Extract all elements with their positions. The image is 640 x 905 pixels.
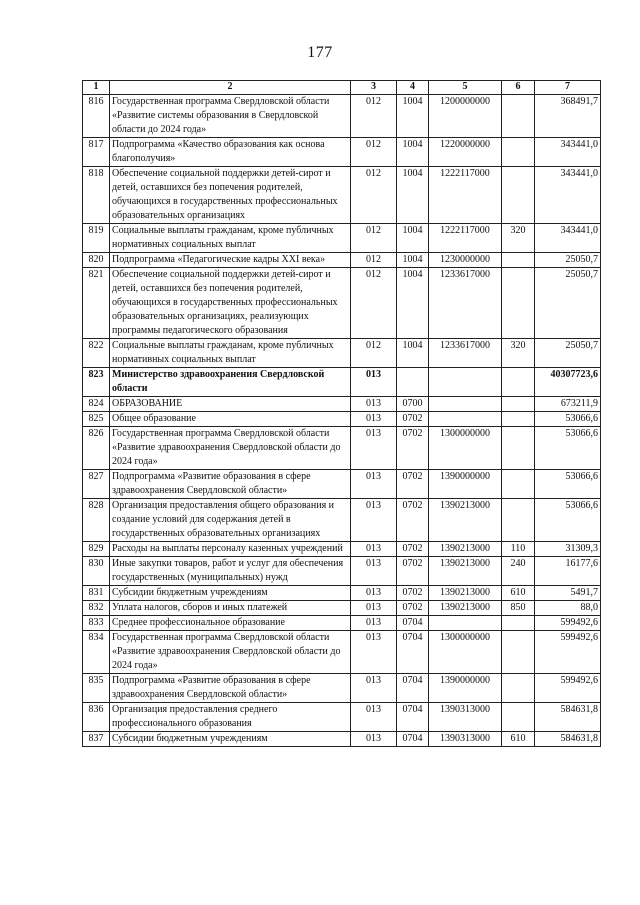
row-code-target [429, 368, 502, 397]
row-code-ministry: 013 [351, 601, 397, 616]
col-header-5: 5 [429, 81, 502, 95]
table-row [83, 412, 601, 427]
table-row [83, 674, 601, 703]
row-number: 820 [83, 253, 110, 268]
row-code-ministry: 012 [351, 268, 397, 339]
row-amount: 368491,7 [535, 95, 601, 138]
row-amount: 53066,6 [535, 470, 601, 499]
row-amount: 16177,6 [535, 557, 601, 586]
row-code-expense [502, 412, 535, 427]
row-name: Субсидии бюджетным учреждениям [110, 586, 351, 601]
row-code-ministry: 013 [351, 616, 397, 631]
row-name: Министерство здравоохранения Свердловской области [110, 368, 351, 397]
row-code-target: 1300000000 [429, 631, 502, 674]
row-code-target: 1220000000 [429, 138, 502, 167]
row-number: 827 [83, 470, 110, 499]
row-code-section: 1004 [397, 224, 429, 253]
row-code-target: 1390213000 [429, 586, 502, 601]
table-row [83, 586, 601, 601]
col-header-6: 6 [502, 81, 535, 95]
row-number: 826 [83, 427, 110, 470]
table-row [83, 397, 601, 412]
col-header-7: 7 [535, 81, 601, 95]
row-code-ministry: 013 [351, 412, 397, 427]
table-row [83, 703, 601, 732]
row-name: Организация предоставления общего образования и создание условий для содержания детей в государственных образовательных организациях [110, 499, 351, 542]
table-row [83, 253, 601, 268]
table-body [83, 95, 601, 747]
row-code-section: 0702 [397, 499, 429, 542]
col-header-1: 1 [83, 81, 110, 95]
row-amount: 584631,8 [535, 703, 601, 732]
row-amount: 599492,6 [535, 616, 601, 631]
col-header-4: 4 [397, 81, 429, 95]
row-code-target [429, 412, 502, 427]
row-name: Иные закупки товаров, работ и услуг для обеспечения государственных (муниципальных) нужд [110, 557, 351, 586]
row-amount: 599492,6 [535, 674, 601, 703]
row-number: 829 [83, 542, 110, 557]
row-number: 818 [83, 167, 110, 224]
table-row [83, 138, 601, 167]
table-row [83, 616, 601, 631]
row-amount: 343441,0 [535, 167, 601, 224]
row-code-target: 1233617000 [429, 339, 502, 368]
table-row [83, 601, 601, 616]
row-name: Социальные выплаты гражданам, кроме публичных нормативных социальных выплат [110, 339, 351, 368]
row-name: Подпрограмма «Развитие образования в сфере здравоохранения Свердловской области» [110, 470, 351, 499]
row-number: 837 [83, 732, 110, 747]
row-name: Подпрограмма «Педагогические кадры XXI века» [110, 253, 351, 268]
row-number: 821 [83, 268, 110, 339]
row-amount: 5491,7 [535, 586, 601, 601]
row-name: Организация предоставления среднего профессионального образования [110, 703, 351, 732]
page-number: 177 [307, 44, 333, 61]
row-number: 823 [83, 368, 110, 397]
row-code-expense [502, 167, 535, 224]
row-code-expense: 320 [502, 339, 535, 368]
row-name: Подпрограмма «Развитие образования в сфере здравоохранения Свердловской области» [110, 674, 351, 703]
row-number: 817 [83, 138, 110, 167]
row-amount: 25050,7 [535, 268, 601, 339]
row-code-expense [502, 253, 535, 268]
row-code-expense: 850 [502, 601, 535, 616]
row-amount: 343441,0 [535, 138, 601, 167]
row-code-ministry: 013 [351, 732, 397, 747]
row-number: 834 [83, 631, 110, 674]
col-header-2: 2 [110, 81, 351, 95]
table-row [83, 368, 601, 397]
row-number: 833 [83, 616, 110, 631]
row-code-target: 1390313000 [429, 732, 502, 747]
row-code-expense [502, 470, 535, 499]
row-code-section: 0702 [397, 542, 429, 557]
row-code-ministry: 013 [351, 470, 397, 499]
row-code-section: 0702 [397, 601, 429, 616]
row-code-target: 1233617000 [429, 268, 502, 339]
row-name: Государственная программа Свердловской области «Развитие системы образования в Свердловской области до 2024 года» [110, 95, 351, 138]
row-code-ministry: 012 [351, 138, 397, 167]
row-code-ministry: 012 [351, 253, 397, 268]
row-number: 825 [83, 412, 110, 427]
row-code-ministry: 012 [351, 339, 397, 368]
row-code-ministry: 013 [351, 427, 397, 470]
row-code-section: 1004 [397, 268, 429, 339]
row-code-section: 0702 [397, 557, 429, 586]
row-code-expense [502, 368, 535, 397]
row-code-expense [502, 397, 535, 412]
row-amount: 25050,7 [535, 253, 601, 268]
row-amount: 673211,9 [535, 397, 601, 412]
row-code-ministry: 013 [351, 557, 397, 586]
row-code-target [429, 616, 502, 631]
row-code-expense [502, 268, 535, 339]
row-name: Уплата налогов, сборов и иных платежей [110, 601, 351, 616]
table-row [83, 224, 601, 253]
row-code-target: 1300000000 [429, 427, 502, 470]
row-number: 830 [83, 557, 110, 586]
row-code-ministry: 013 [351, 703, 397, 732]
row-amount: 25050,7 [535, 339, 601, 368]
row-code-section: 1004 [397, 138, 429, 167]
row-name: Обеспечение социальной поддержки детей-сирот и детей, оставшихся без попечения родителей, обучающихся в государственных профессиональных образовательных организациях, реализующих программы педагогического образования [110, 268, 351, 339]
row-number: 835 [83, 674, 110, 703]
row-name: Обеспечение социальной поддержки детей-сирот и детей, оставшихся без попечения родителей, обучающихся в государственных профессиональных образовательных организациях [110, 167, 351, 224]
row-name: Субсидии бюджетным учреждениям [110, 732, 351, 747]
row-code-expense: 110 [502, 542, 535, 557]
row-code-section: 0700 [397, 397, 429, 412]
row-code-expense [502, 138, 535, 167]
row-code-expense [502, 631, 535, 674]
table-row [83, 339, 601, 368]
row-code-target: 1390213000 [429, 557, 502, 586]
row-code-target: 1390213000 [429, 499, 502, 542]
row-code-ministry: 012 [351, 167, 397, 224]
row-code-section: 1004 [397, 253, 429, 268]
row-amount: 53066,6 [535, 412, 601, 427]
row-name: Социальные выплаты гражданам, кроме публичных нормативных социальных выплат [110, 224, 351, 253]
row-number: 836 [83, 703, 110, 732]
row-code-expense: 320 [502, 224, 535, 253]
row-number: 816 [83, 95, 110, 138]
row-code-target: 1390213000 [429, 542, 502, 557]
row-code-section: 0704 [397, 631, 429, 674]
row-code-expense [502, 499, 535, 542]
row-amount: 53066,6 [535, 499, 601, 542]
row-name: Подпрограмма «Качество образования как основа благополучия» [110, 138, 351, 167]
row-code-expense [502, 674, 535, 703]
row-amount: 343441,0 [535, 224, 601, 253]
row-code-expense: 610 [502, 732, 535, 747]
table-row [83, 732, 601, 747]
row-name: Общее образование [110, 412, 351, 427]
row-code-target: 1222117000 [429, 167, 502, 224]
row-code-section: 0704 [397, 732, 429, 747]
row-amount: 584631,8 [535, 732, 601, 747]
row-code-section: 0704 [397, 616, 429, 631]
row-amount: 31309,3 [535, 542, 601, 557]
row-code-section: 0702 [397, 412, 429, 427]
row-code-ministry: 013 [351, 368, 397, 397]
row-name: Среднее профессиональное образование [110, 616, 351, 631]
row-code-ministry: 012 [351, 224, 397, 253]
row-number: 831 [83, 586, 110, 601]
row-code-section: 0702 [397, 586, 429, 601]
row-name: Государственная программа Свердловской области «Развитие здравоохранения Свердловской области до 2024 года» [110, 631, 351, 674]
table-row [83, 95, 601, 138]
row-code-section: 0702 [397, 470, 429, 499]
table-row [83, 557, 601, 586]
row-code-ministry: 013 [351, 499, 397, 542]
row-code-target: 1390000000 [429, 674, 502, 703]
row-code-section: 1004 [397, 339, 429, 368]
row-code-section: 1004 [397, 167, 429, 224]
row-code-expense [502, 616, 535, 631]
row-code-expense [502, 703, 535, 732]
row-code-section: 0704 [397, 674, 429, 703]
col-header-3: 3 [351, 81, 397, 95]
row-number: 824 [83, 397, 110, 412]
row-code-expense: 610 [502, 586, 535, 601]
table-row [83, 167, 601, 224]
budget-table [82, 80, 601, 747]
row-code-expense: 240 [502, 557, 535, 586]
row-code-section [397, 368, 429, 397]
row-code-ministry: 013 [351, 631, 397, 674]
row-amount: 53066,6 [535, 427, 601, 470]
table-row [83, 499, 601, 542]
row-amount: 40307723,6 [535, 368, 601, 397]
row-amount: 88,0 [535, 601, 601, 616]
row-code-ministry: 013 [351, 586, 397, 601]
table-row [83, 631, 601, 674]
row-code-expense [502, 427, 535, 470]
row-amount: 599492,6 [535, 631, 601, 674]
row-code-section: 0702 [397, 427, 429, 470]
row-code-section: 1004 [397, 95, 429, 138]
row-code-section: 0704 [397, 703, 429, 732]
row-number: 832 [83, 601, 110, 616]
table-header-row [83, 81, 601, 95]
row-name: Расходы на выплаты персоналу казенных учреждений [110, 542, 351, 557]
table-row [83, 268, 601, 339]
row-number: 828 [83, 499, 110, 542]
row-code-expense [502, 95, 535, 138]
row-code-ministry: 013 [351, 397, 397, 412]
row-code-target: 1230000000 [429, 253, 502, 268]
table-row [83, 542, 601, 557]
table-row [83, 470, 601, 499]
row-name: ОБРАЗОВАНИЕ [110, 397, 351, 412]
table-row [83, 427, 601, 470]
row-code-target: 1390000000 [429, 470, 502, 499]
row-code-target: 1390213000 [429, 601, 502, 616]
row-code-target [429, 397, 502, 412]
row-number: 819 [83, 224, 110, 253]
row-code-ministry: 012 [351, 95, 397, 138]
row-code-ministry: 013 [351, 674, 397, 703]
row-code-target: 1390313000 [429, 703, 502, 732]
row-number: 822 [83, 339, 110, 368]
row-name: Государственная программа Свердловской области «Развитие здравоохранения Свердловской области до 2024 года» [110, 427, 351, 470]
row-code-target: 1200000000 [429, 95, 502, 138]
row-code-ministry: 013 [351, 542, 397, 557]
row-code-target: 1222117000 [429, 224, 502, 253]
